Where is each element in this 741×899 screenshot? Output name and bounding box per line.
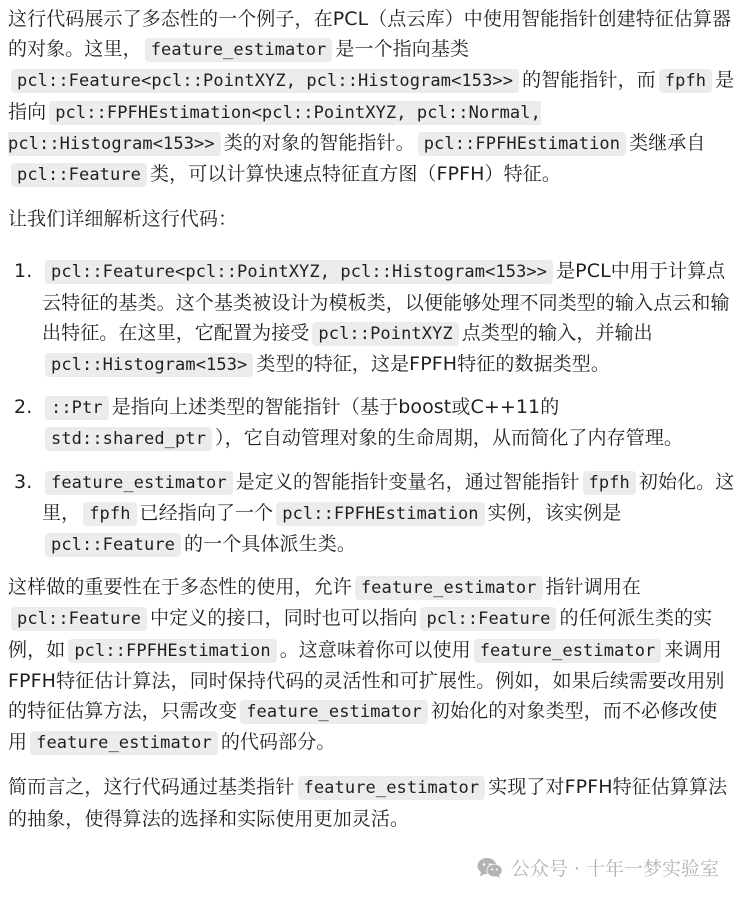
text: 类的对象的智能指针。	[223, 131, 415, 154]
summary-paragraph	[8, 772, 736, 833]
inline-code: feature_estimator	[145, 38, 333, 62]
text: 。这意味着你可以使用	[279, 638, 471, 661]
text: 已经指向了一个	[139, 501, 274, 524]
intro-paragraph	[8, 4, 736, 190]
list-item	[42, 256, 736, 380]
text: 类，可以计算快速点特征直方图（FPFH）特征。	[150, 163, 561, 186]
inline-code: feature_estimator	[355, 576, 543, 600]
inline-code: pcl::Feature<pcl::PointXYZ, pcl::Histogram<153>>	[45, 260, 553, 284]
analysis-intro: 让我们详细解析这行代码：	[8, 208, 238, 231]
text: 这行代码展示了多态性的一个例子，在PCL（点云库）中使用智能指针创建特征估算器的对象。这里，	[8, 8, 732, 61]
inline-code: feature_estimator	[298, 776, 486, 800]
text: 类型的特征，这是FPFH特征的数据类型。	[256, 353, 610, 376]
polymorphism-paragraph	[8, 572, 736, 758]
text: 是一个指向基类	[335, 38, 470, 61]
text: 简而言之，这行代码通过基类指针	[8, 776, 295, 799]
text: 初始化的对象类型，而不必修改使用	[8, 700, 718, 754]
inline-code: pcl::Feature	[11, 607, 147, 631]
inline-code: pcl::Feature<pcl::PointXYZ, pcl::Histogram<153>>	[11, 69, 519, 93]
watermark	[477, 854, 719, 881]
inline-code: pcl::FPFHEstimation	[68, 639, 276, 663]
text: 初始化。这里，	[42, 470, 735, 524]
inline-code: std::shared_ptr	[45, 427, 212, 451]
text: 指针调用在	[545, 576, 642, 599]
inline-code: pcl::Feature	[11, 163, 147, 187]
text: 的智能指针，而	[522, 69, 656, 92]
inline-code: feature_estimator	[240, 700, 428, 724]
inline-code: pcl::FPFHEstimation<pcl::PointXYZ, pcl::Normal, pcl::Histogram<153>>	[8, 102, 541, 154]
inline-code: pcl::PointXYZ	[312, 322, 458, 346]
text: 是指向	[8, 69, 735, 123]
inline-code: pcl::Histogram<153>	[45, 353, 253, 377]
text: 实现了对FPFH特征估算算法的抽象，使得算法的选择和实际使用更加灵活。	[8, 776, 728, 830]
text: 是定义的智能指针变量名，通过智能指针	[235, 470, 580, 493]
inline-code: pcl::Feature	[420, 607, 556, 631]
list-item	[42, 392, 736, 454]
answer-content	[8, 4, 736, 834]
text: 来调用FPFH特征估计算法，同时保持代码的灵活性和可扩展性。例如，如果后续需要改用别的特征估算方法，只需改变	[8, 638, 725, 723]
wechat-icon	[477, 857, 503, 879]
inline-code: fpfh	[83, 502, 136, 526]
inline-code: fpfh	[583, 471, 636, 495]
inline-code: feature_estimator	[30, 731, 218, 755]
text: 中定义的接口，同时也可以指向	[150, 607, 418, 630]
inline-code: pcl::FPFHEstimation	[418, 132, 626, 156]
text: 点类型的输入，并输出	[461, 321, 653, 344]
text: 是指向上述类型的智能指针（基于boost或C++11的	[111, 396, 560, 419]
inline-code: ::Ptr	[45, 396, 109, 420]
text: 的任何派生类的实例，如	[8, 607, 713, 661]
inline-code: feature_estimator	[45, 471, 233, 495]
inline-code: fpfh	[659, 69, 712, 93]
text: 是PCL中用于计算点云特征的基类。这个基类被设计为模板类，以便能够处理不同类型的输入点云和输出特征。在这里，它配置为接受	[42, 260, 730, 344]
text: ），它自动管理对象的生命周期，从而简化了内存管理。	[215, 427, 684, 450]
text: 实例，该实例是	[487, 501, 622, 524]
list-item	[42, 467, 736, 561]
text: 的一个具体派生类。	[184, 533, 356, 556]
text: 类继承自	[629, 131, 706, 154]
watermark-text: 公众号 · 十年一梦实验室	[510, 858, 719, 880]
analysis-list	[8, 256, 736, 560]
inline-code: pcl::Feature	[45, 533, 181, 557]
text: 这样做的重要性在于多态性的使用，允许	[8, 576, 352, 599]
text: 的代码部分。	[220, 731, 336, 754]
inline-code: feature_estimator	[474, 639, 662, 663]
inline-code: pcl::FPFHEstimation	[276, 502, 484, 526]
